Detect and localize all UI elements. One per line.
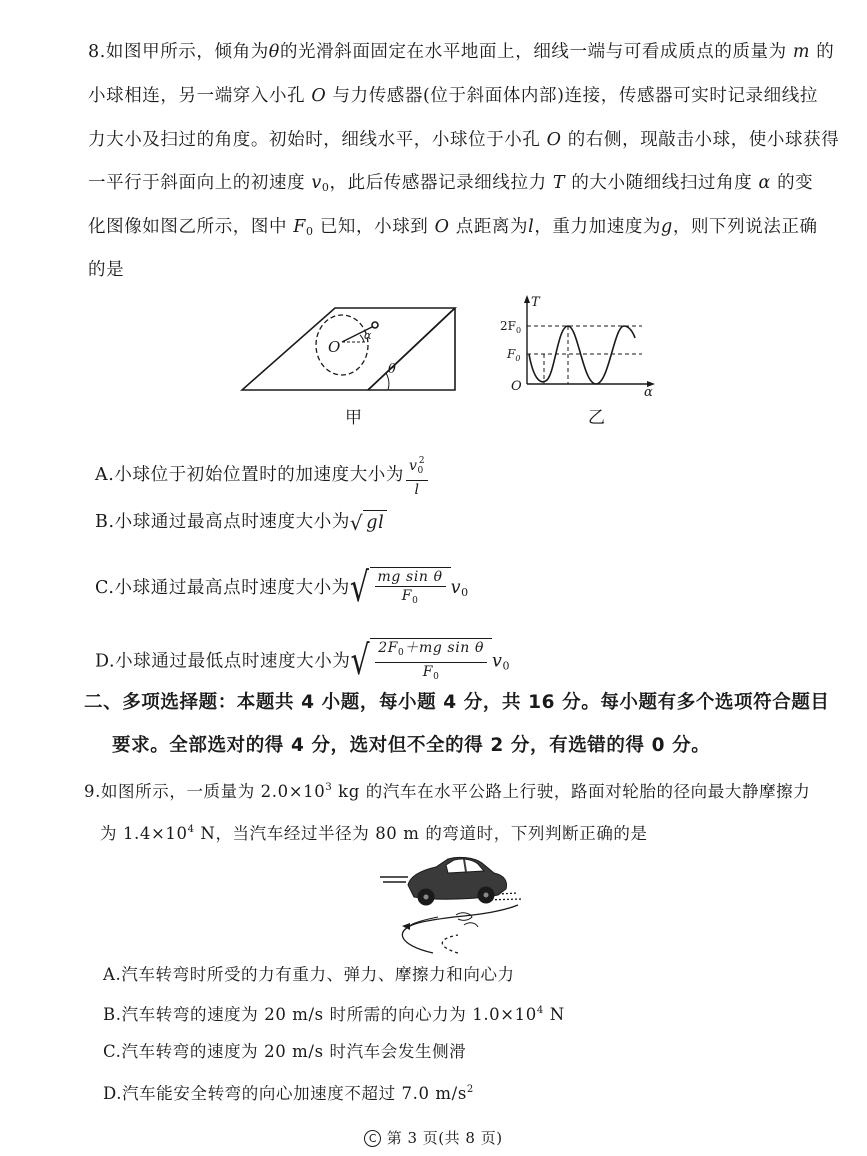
- road-edge-inner: [442, 935, 458, 953]
- option-c-sqrt: √ $\frac{\text{mg sin θ}}{F_0}$: [350, 567, 451, 610]
- car-on-curve-illustration: [378, 855, 528, 955]
- q8-option-a: A.小球位于初始位置时的加速度大小为 $\frac{v_0^2}{l}$: [95, 452, 430, 499]
- q9-option-c: C.汽车转弯的速度为 20 m/s 时汽车会发生侧滑: [103, 1042, 467, 1061]
- q9-option-a: A.汽车转弯时所受的力有重力、弹力、摩擦力和向心力: [103, 965, 515, 984]
- incline-top-face: [242, 308, 455, 390]
- fig-yi-caption: 乙: [588, 408, 605, 428]
- copyright-circle-icon: C: [364, 1130, 381, 1147]
- fig-jia-label-theta: θ: [388, 362, 396, 377]
- incline-back-edge: [368, 308, 455, 390]
- car-body: [408, 857, 507, 905]
- q9-line-2: 为 $1.4\times 10^4$ N，当汽车经过半径为 80 m 的弯道时，下列判断正确的是: [100, 824, 648, 843]
- q8-line-2: 小球相连，另一端穿入小孔 O 与力传感器(位于斜面体内部)连接，传感器可实时记录细线拉: [88, 86, 818, 106]
- q8-line-6: 的是: [88, 260, 125, 280]
- q9-line-1: 9.如图所示，一质量为 $2.0\times 10^3$ kg 的汽车在水平公路上行驶，路面对轮胎的径向最大静摩擦力: [84, 782, 811, 801]
- fig-jia-label-O: O: [328, 338, 341, 356]
- fig-jia-label-alpha: α: [364, 329, 372, 342]
- q8-option-c: C.小球通过最高点时速度大小为√ $\frac{\text{mg sin θ}}{F_0}$ $v_0$: [95, 564, 469, 612]
- graph-label-F0: $F_0$: [507, 347, 521, 363]
- option-d-sqrt: √ $\frac{2F_0+mg \sin \theta}{F_0}$: [350, 638, 492, 686]
- q8-line-4: 一平行于斜面向上的初速度 $v_0$，此后传感器记录细线拉力 T 的大小随细线扫过角度 α 的变: [88, 173, 814, 194]
- page-footer: [0, 1127, 867, 1148]
- figure-graph: [500, 292, 660, 402]
- q8-option-d: D.小球通过最低点时速度大小为√ $\frac{2F_0+mg \sin \theta}{F_0}$ $v_0$: [95, 637, 511, 685]
- q9-option-b: B.汽车转弯的速度为 20 m/s 时所需的向心力为 $1.0\times 10^4$ N: [103, 1005, 565, 1024]
- ball-path-circle: [316, 315, 368, 375]
- section-2-heading-line-1: 二、多项选择题：本题共 4 小题，每小题 4 分，共 16 分。每小题有多个选项符合题目: [84, 692, 830, 713]
- ball: [372, 322, 378, 328]
- graph-label-alpha: α: [644, 385, 653, 400]
- graph-label-O: O: [511, 379, 522, 394]
- option-a-fraction: $\frac{v_0^2}{l}$: [406, 452, 428, 499]
- q8-line-1: 8.如图甲所示，倾角为θ的光滑斜面固定在水平地面上，细线一端与可看成质点的质量为 m 的: [88, 42, 835, 62]
- figure-incline: [240, 290, 470, 400]
- q8-option-b: B.小球通过最高点时速度大小为√ gl: [95, 510, 387, 535]
- motion-lines: [380, 877, 408, 882]
- fig-jia-caption: 甲: [345, 408, 362, 428]
- section-2-heading-line-2: 要求。全部选对的得 4 分，选对但不全的得 2 分，有选错的得 0 分。: [112, 735, 711, 756]
- road-edge-outer: [402, 905, 518, 953]
- q8-line-5: 化图像如图乙所示，图中 $F_0$ 已知，小球到 O 点距离为l，重力加速度为g，则下列说法正确: [88, 217, 818, 238]
- graph-label-T: T: [531, 295, 540, 310]
- graph-label-2F0: $2F_0$: [500, 319, 522, 335]
- option-b-sqrt: √ gl: [350, 510, 387, 535]
- q9-option-d: D.汽车能安全转弯的向心加速度不超过 7.0 $m/s^2$: [103, 1084, 474, 1103]
- page-number: 第 3 页(共 8 页): [386, 1129, 503, 1147]
- graph-curve: [529, 326, 635, 384]
- q8-line-3: 力大小及扫过的角度。初始时，细线水平，小球位于小孔 O 的右侧，现敲击小球，使小球获得: [88, 130, 840, 150]
